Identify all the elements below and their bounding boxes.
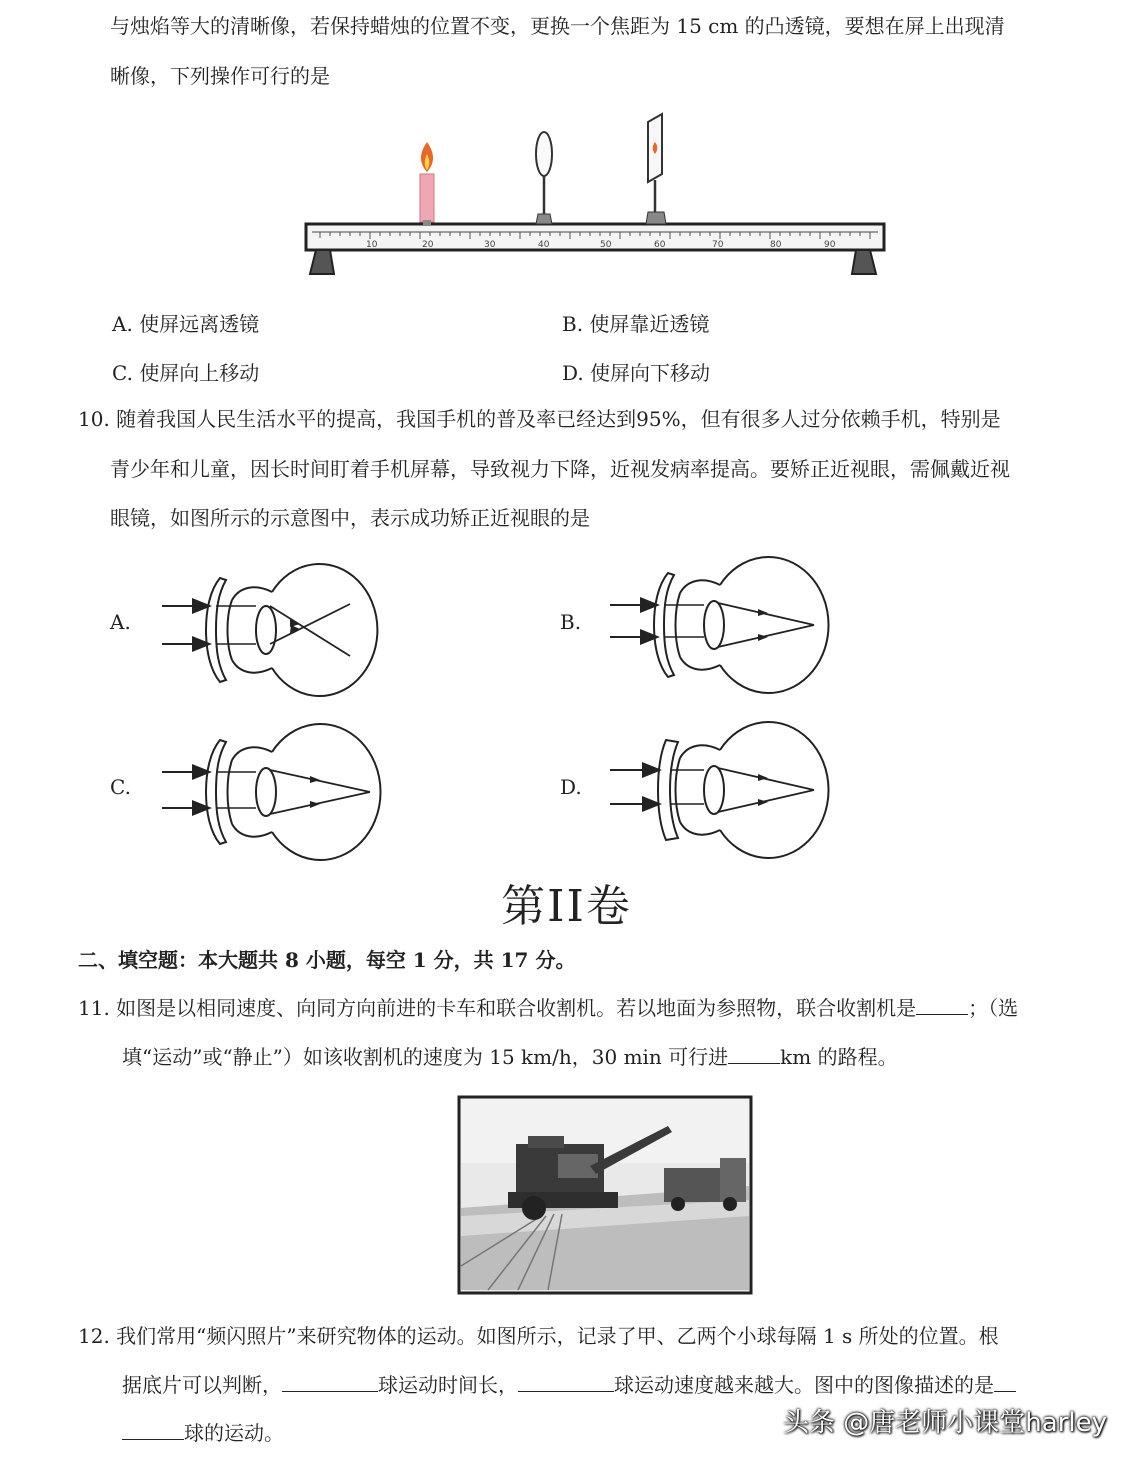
bench-tick-label: 30 [484,240,496,250]
option-letter: A. [112,312,133,336]
watermark: 头条 @唐老师小课堂harley [783,1408,1107,1438]
option-text: 使屏向上移动 [139,361,260,385]
q9-text-line1: 与烛焰等大的清晰像，若保持蜡烛的位置不变，更换一个焦距为 15 cm 的凸透镜，要想在屏上出现清 [110,14,1005,38]
bench-tick-label: 70 [712,240,724,250]
answer-blank[interactable] [122,1421,184,1440]
q9-text-line2: 晰像，下列操作可行的是 [110,64,330,88]
q12-line2-a: 据底片可以判断， [122,1373,282,1397]
answer-blank[interactable] [728,1045,780,1064]
bench-leg-right [852,250,876,274]
option-letter: B. [562,312,584,336]
eye-diagram-label-b[interactable]: B. [560,610,582,634]
section-heading: 二、填空题：本大题共 8 小题，每空 1 分，共 17 分。 [78,948,576,972]
answer-blank[interactable] [916,996,968,1015]
q9-option-d[interactable] [562,357,710,386]
q10-line1-text: 随着我国人民生活水平的提高，我国手机的普及率已经达到95%，但有很多人过分依赖手机，特别是 [116,407,1001,431]
optical-bench-figure [300,108,920,288]
q11-text-line1 [78,994,1018,1022]
q11-line1-a: 如图是以相同速度、向同方向前进的卡车和联合收割机。若以地面为参照物，联合收割机是 [116,996,917,1020]
convex-lens-icon [536,132,552,224]
option-text: 使屏向下移动 [590,361,711,385]
bench-leg-left [310,250,334,274]
option-letter: D. [562,361,584,385]
option-text: 使屏远离透镜 [139,312,260,336]
q11-line1-b: ；（选 [968,996,1019,1020]
section-title: 第II卷 [501,881,632,932]
eye-diagram-d[interactable] [608,720,838,860]
q9-option-c[interactable] [112,357,259,386]
q12-line1-text: 我们常用“频闪照片”来研究物体的运动。如图所示，记录了甲、乙两个小球每隔 1 s 所处的位置。根 [116,1324,999,1348]
q10-text-line3: 眼镜，如图所示的示意图中，表示成功矫正近视眼的是 [110,506,590,530]
question-number: 10. [78,407,110,431]
eye-diagram-label-a[interactable]: A. [110,610,131,634]
answer-blank[interactable] [518,1373,614,1392]
bench-tick-label: 60 [654,240,666,250]
eye-diagram-label-c[interactable]: C. [110,775,131,799]
q12-line2-c: 球运动速度越来越大。图中的图像描述的是 [614,1373,994,1397]
question-number: 11. [78,996,110,1020]
q12-text-line2 [122,1371,1016,1399]
eye-diagram-label-d[interactable]: D. [560,775,582,799]
bench-tick-label: 50 [600,240,612,250]
harvester-photo [458,1096,752,1294]
eye-diagram-c[interactable] [160,722,390,862]
q9-option-a[interactable] [112,308,259,337]
bench-tick-label: 10 [366,240,378,250]
bench-tick-label: 20 [422,240,434,250]
bench-tick-label: 40 [538,240,550,250]
q10-text-line1 [78,405,1001,433]
q12-text-line3 [122,1419,284,1447]
screen-icon [646,114,666,224]
q12-line2-b: 球运动时间长， [378,1373,518,1397]
bench-rail [306,224,884,250]
q12-line3-text: 球的运动。 [184,1421,284,1445]
option-letter: C. [112,361,133,385]
q12-text-line1 [78,1322,999,1350]
q11-line2-a: 填“运动”或“静止”）如该收割机的速度为 15 km/h，30 min 可行进 [122,1045,729,1069]
answer-blank[interactable] [994,1373,1016,1392]
q9-option-b[interactable] [562,308,709,337]
option-text: 使屏靠近透镜 [589,312,710,336]
eye-diagram-b[interactable] [608,555,838,695]
q10-text-line2: 青少年和儿童，因长时间盯着手机屏幕，导致视力下降，近视发病率提高。要矫正近视眼，需佩戴近视 [110,457,1010,481]
candle-icon [420,142,434,226]
bench-tick-label: 90 [824,240,836,250]
eye-diagram-a[interactable] [160,560,390,700]
question-number: 12. [78,1324,110,1348]
q11-text-line2 [122,1043,898,1071]
answer-blank[interactable] [282,1373,378,1392]
q11-line2-b: km 的路程。 [780,1045,898,1069]
bench-tick-label: 80 [770,240,782,250]
